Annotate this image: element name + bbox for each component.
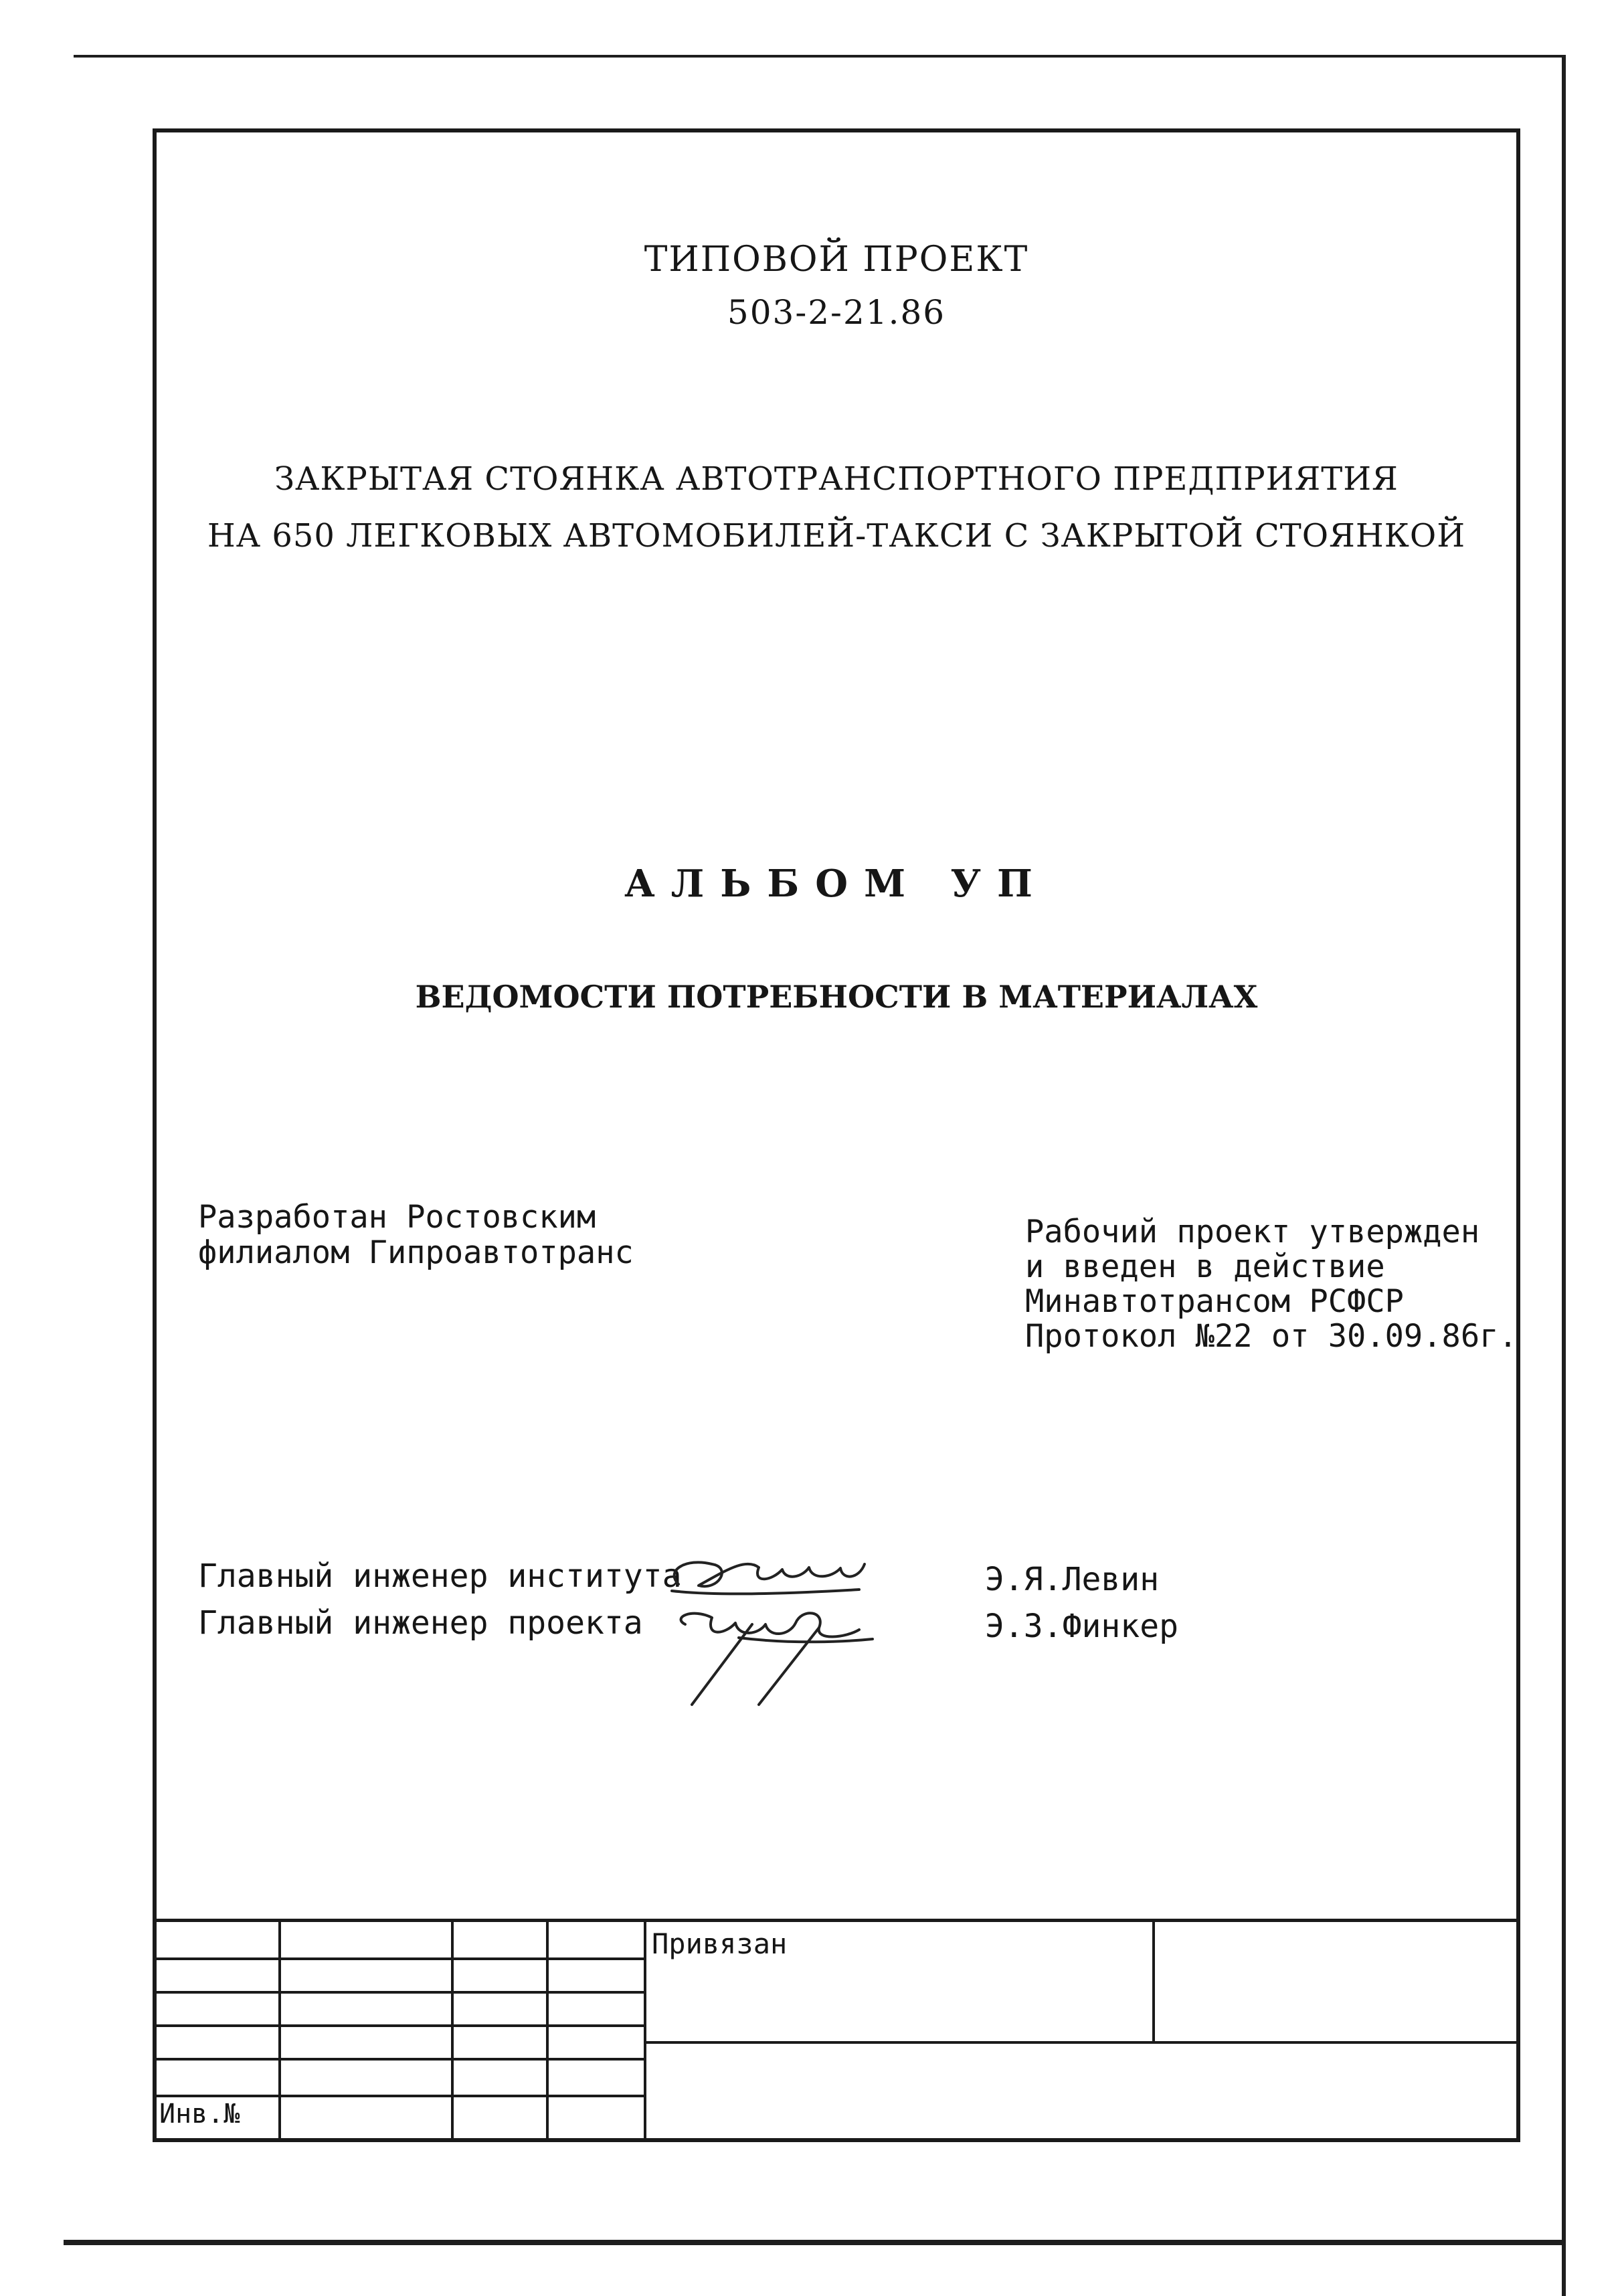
developer-line-2: филиалом Гипроавтотранс — [198, 1234, 634, 1271]
drawing-frame — [153, 128, 1520, 2142]
signature-finker — [681, 1613, 873, 1642]
title-block-rule — [644, 2041, 1516, 2044]
title-block-divider — [1152, 1922, 1155, 2041]
title-block-rule — [157, 2058, 644, 2061]
approval-block — [1025, 1215, 1518, 1354]
developer-line-1: Разработан Ростовским — [198, 1199, 596, 1236]
title-block-divider — [644, 1922, 646, 2141]
handwritten-signatures — [658, 1544, 980, 1711]
approval-line-1: Рабочий проект утвержден — [1025, 1214, 1480, 1250]
album-title: АЛЬБОМ УП — [624, 862, 1049, 906]
title-block-rule — [157, 2024, 644, 2027]
outer-border-bottom — [64, 2240, 1566, 2245]
title-block-rule — [157, 1991, 644, 1994]
inventory-number-label: Инв.№ — [159, 2099, 240, 2129]
developer-block — [198, 1200, 634, 1270]
title-block-divider — [546, 1922, 549, 2141]
album-subtitle: ВЕДОМОСТИ ПОТРЕБНОСТИ В МАТЕРИАЛАХ — [415, 979, 1258, 1015]
chief-engineer-project-name: Э.З.Финкер — [985, 1608, 1178, 1645]
approval-line-2: и введен в действие — [1025, 1248, 1385, 1285]
title-block — [157, 1919, 1516, 2138]
approval-line-4: Протокол №22 от 30.09.86г. — [1025, 1318, 1518, 1355]
signature-stroke-1 — [692, 1624, 752, 1705]
chief-engineer-institute-name: Э.Я.Левин — [985, 1561, 1160, 1598]
title-block-rule — [157, 2095, 644, 2097]
title-block-divider — [278, 1922, 281, 2141]
project-type: ТИПОВОЙ ПРОЕКТ — [644, 240, 1029, 280]
chief-engineer-project-role: Главный инженер проекта — [198, 1604, 643, 1642]
chief-engineer-institute-role: Главный инженер института — [198, 1557, 682, 1595]
signature-levin — [672, 1562, 865, 1594]
linked-label: Привязан — [652, 1927, 788, 1960]
outer-border-right — [1562, 55, 1566, 2296]
outer-border-top — [74, 55, 1566, 58]
approval-line-3: Минавтотрансом РСФСР — [1025, 1283, 1404, 1320]
document-title-line-1: ЗАКРЫТАЯ СТОЯНКА АВТОТРАНСПОРТНОГО ПРЕДПРИЯТИЯ — [274, 460, 1399, 498]
document-title-line-2: НА 650 ЛЕГКОВЫХ АВТОМОБИЛЕЙ-ТАКСИ С ЗАКРЫТОЙ СТОЯНКОЙ — [207, 517, 1466, 555]
title-block-rule — [157, 1957, 644, 1960]
title-block-divider — [451, 1922, 454, 2141]
project-number: 503-2-21.86 — [727, 293, 946, 332]
